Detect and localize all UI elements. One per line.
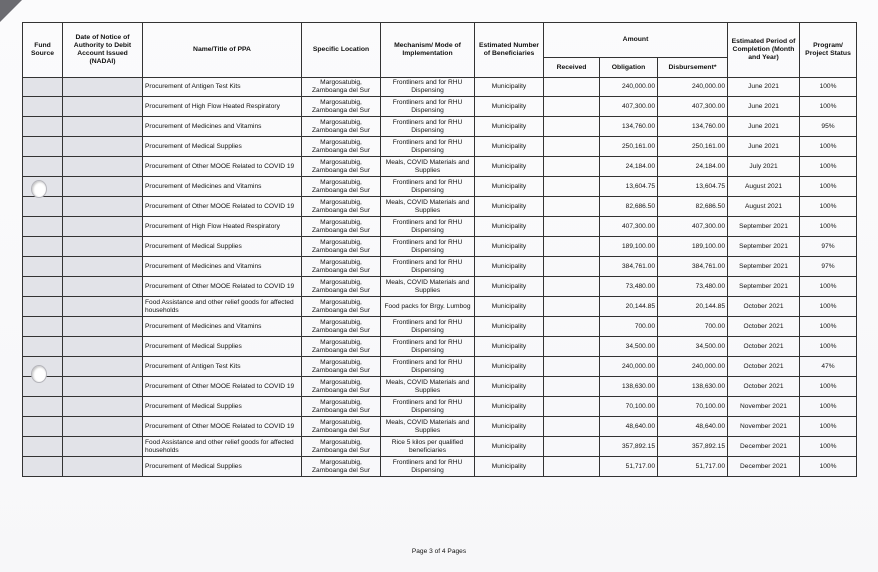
header-name-ppa: Name/Title of PPA: [143, 23, 302, 78]
cell-ppa-name: Procurement of Medical Supplies: [143, 237, 302, 257]
table-row: [23, 277, 857, 297]
cell-date-nadai: [63, 417, 143, 437]
cell-date-nadai: [63, 237, 143, 257]
cell-location: Margosatubig, Zamboanga del Sur: [302, 78, 381, 97]
cell-obligation: 407,300.00: [600, 97, 658, 117]
cell-fund-source: [23, 337, 63, 357]
table-row: [23, 137, 857, 157]
cell-obligation: 357,892.15: [600, 437, 658, 457]
cell-disbursement: 700.00: [658, 317, 728, 337]
cell-location: Margosatubig, Zamboanga del Sur: [302, 257, 381, 277]
cell-received: [544, 337, 600, 357]
cell-received: [544, 78, 600, 97]
cell-date-nadai: [63, 357, 143, 377]
cell-mechanism: Frontliners and for RHU Dispensing: [381, 97, 475, 117]
cell-disbursement: 48,640.00: [658, 417, 728, 437]
cell-received: [544, 317, 600, 337]
cell-beneficiaries: Municipality: [475, 297, 544, 317]
cell-status: 100%: [800, 177, 857, 197]
cell-received: [544, 217, 600, 237]
cell-disbursement: 73,480.00: [658, 277, 728, 297]
cell-fund-source: [23, 237, 63, 257]
cell-beneficiaries: Municipality: [475, 97, 544, 117]
ppa-table: [22, 22, 857, 477]
cell-disbursement: 407,300.00: [658, 97, 728, 117]
cell-disbursement: 20,144.85: [658, 297, 728, 317]
cell-status: 100%: [800, 337, 857, 357]
header-disbursement: Disbursement*: [658, 58, 728, 78]
cell-ppa-name: Procurement of Antigen Test Kits: [143, 357, 302, 377]
cell-date-nadai: [63, 277, 143, 297]
cell-beneficiaries: Municipality: [475, 277, 544, 297]
cell-location: Margosatubig, Zamboanga del Sur: [302, 117, 381, 137]
table-row: [23, 78, 857, 97]
table-row: [23, 337, 857, 357]
cell-status: 100%: [800, 317, 857, 337]
cell-fund-source: [23, 297, 63, 317]
cell-fund-source: [23, 197, 63, 217]
cell-location: Margosatubig, Zamboanga del Sur: [302, 197, 381, 217]
cell-period: July 2021: [728, 157, 800, 177]
cell-fund-source: [23, 257, 63, 277]
cell-mechanism: Meals, COVID Materials and Supplies: [381, 157, 475, 177]
cell-disbursement: 134,760.00: [658, 117, 728, 137]
cell-obligation: 13,604.75: [600, 177, 658, 197]
cell-location: Margosatubig, Zamboanga del Sur: [302, 157, 381, 177]
cell-fund-source: [23, 277, 63, 297]
cell-mechanism: Frontliners and for RHU Dispensing: [381, 217, 475, 237]
table-row: [23, 257, 857, 277]
cell-mechanism: Frontliners and for RHU Dispensing: [381, 317, 475, 337]
table-row: [23, 297, 857, 317]
header-received: Received: [544, 58, 600, 78]
cell-period: October 2021: [728, 297, 800, 317]
cell-location: Margosatubig, Zamboanga del Sur: [302, 217, 381, 237]
cell-date-nadai: [63, 437, 143, 457]
cell-ppa-name: Procurement of Other MOOE Related to COVID 19: [143, 377, 302, 397]
cell-mechanism: Frontliners and for RHU Dispensing: [381, 78, 475, 97]
cell-location: Margosatubig, Zamboanga del Sur: [302, 177, 381, 197]
cell-fund-source: [23, 157, 63, 177]
cell-received: [544, 357, 600, 377]
header-beneficiaries: Estimated Number of Beneficiaries: [475, 23, 544, 78]
table-row: [23, 157, 857, 177]
cell-received: [544, 137, 600, 157]
cell-mechanism: Food packs for Brgy. Lumbog: [381, 297, 475, 317]
cell-disbursement: 13,604.75: [658, 177, 728, 197]
cell-received: [544, 397, 600, 417]
cell-period: June 2021: [728, 117, 800, 137]
header-status: Program/ Project Status: [800, 23, 857, 78]
cell-period: June 2021: [728, 137, 800, 157]
header-location: Specific Location: [302, 23, 381, 78]
cell-ppa-name: Procurement of Medicines and Vitamins: [143, 257, 302, 277]
cell-period: October 2021: [728, 357, 800, 377]
cell-date-nadai: [63, 177, 143, 197]
cell-period: December 2021: [728, 457, 800, 477]
page-number: Page 3 of 4 Pages: [411, 548, 467, 555]
cell-fund-source: [23, 397, 63, 417]
cell-beneficiaries: Municipality: [475, 117, 544, 137]
cell-obligation: 48,640.00: [600, 417, 658, 437]
cell-mechanism: Frontliners and for RHU Dispensing: [381, 177, 475, 197]
cell-ppa-name: Procurement of Medical Supplies: [143, 457, 302, 477]
cell-date-nadai: [63, 117, 143, 137]
header-amount: Amount: [544, 23, 728, 58]
cell-obligation: 407,300.00: [600, 217, 658, 237]
table-row: [23, 177, 857, 197]
cell-disbursement: 51,717.00: [658, 457, 728, 477]
table-row: [23, 377, 857, 397]
cell-status: 100%: [800, 97, 857, 117]
cell-date-nadai: [63, 217, 143, 237]
cell-period: June 2021: [728, 78, 800, 97]
cell-disbursement: 24,184.00: [658, 157, 728, 177]
cell-beneficiaries: Municipality: [475, 417, 544, 437]
cell-beneficiaries: Municipality: [475, 337, 544, 357]
cell-mechanism: Meals, COVID Materials and Supplies: [381, 197, 475, 217]
cell-date-nadai: [63, 397, 143, 417]
cell-obligation: 24,184.00: [600, 157, 658, 177]
cell-location: Margosatubig, Zamboanga del Sur: [302, 297, 381, 317]
cell-mechanism: Frontliners and for RHU Dispensing: [381, 137, 475, 157]
cell-status: 100%: [800, 277, 857, 297]
cell-location: Margosatubig, Zamboanga del Sur: [302, 137, 381, 157]
cell-obligation: 240,000.00: [600, 357, 658, 377]
cell-location: Margosatubig, Zamboanga del Sur: [302, 237, 381, 257]
header-obligation: Obligation: [600, 58, 658, 78]
header-date-nadai: Date of Notice of Authority to Debit Account Issued (NADAI): [63, 23, 143, 78]
cell-beneficiaries: Municipality: [475, 217, 544, 237]
cell-beneficiaries: Municipality: [475, 157, 544, 177]
cell-ppa-name: Procurement of Medical Supplies: [143, 337, 302, 357]
cell-received: [544, 437, 600, 457]
cell-location: Margosatubig, Zamboanga del Sur: [302, 397, 381, 417]
cell-disbursement: 250,161.00: [658, 137, 728, 157]
cell-fund-source: [23, 117, 63, 137]
cell-period: October 2021: [728, 377, 800, 397]
cell-beneficiaries: Municipality: [475, 397, 544, 417]
cell-period: June 2021: [728, 97, 800, 117]
cell-beneficiaries: Municipality: [475, 437, 544, 457]
cell-ppa-name: Procurement of Medicines and Vitamins: [143, 177, 302, 197]
cell-fund-source: [23, 217, 63, 237]
cell-status: 100%: [800, 417, 857, 437]
cell-obligation: 250,161.00: [600, 137, 658, 157]
cell-status: 100%: [800, 217, 857, 237]
cell-disbursement: 384,761.00: [658, 257, 728, 277]
cell-received: [544, 417, 600, 437]
cell-mechanism: Rice 5 kilos per qualified beneficiaries: [381, 437, 475, 457]
cell-location: Margosatubig, Zamboanga del Sur: [302, 417, 381, 437]
cell-location: Margosatubig, Zamboanga del Sur: [302, 357, 381, 377]
cell-obligation: 134,760.00: [600, 117, 658, 137]
cell-fund-source: [23, 437, 63, 457]
cell-ppa-name: Procurement of Medical Supplies: [143, 137, 302, 157]
cell-mechanism: Meals, COVID Materials and Supplies: [381, 377, 475, 397]
cell-disbursement: 240,000.00: [658, 78, 728, 97]
cell-period: September 2021: [728, 277, 800, 297]
cell-mechanism: Frontliners and for RHU Dispensing: [381, 337, 475, 357]
cell-beneficiaries: Municipality: [475, 197, 544, 217]
cell-obligation: 51,717.00: [600, 457, 658, 477]
cell-received: [544, 377, 600, 397]
cell-disbursement: 189,100.00: [658, 237, 728, 257]
cell-location: Margosatubig, Zamboanga del Sur: [302, 277, 381, 297]
table-body: [23, 78, 857, 477]
cell-ppa-name: Procurement of High Flow Heated Respiratory: [143, 217, 302, 237]
cell-period: September 2021: [728, 217, 800, 237]
cell-status: 100%: [800, 377, 857, 397]
cell-date-nadai: [63, 337, 143, 357]
cell-obligation: 34,500.00: [600, 337, 658, 357]
cell-date-nadai: [63, 457, 143, 477]
cell-beneficiaries: Municipality: [475, 357, 544, 377]
cell-status: 100%: [800, 137, 857, 157]
cell-date-nadai: [63, 78, 143, 97]
cell-status: 100%: [800, 197, 857, 217]
cell-obligation: 240,000.00: [600, 78, 658, 97]
cell-status: 97%: [800, 257, 857, 277]
cell-mechanism: Meals, COVID Materials and Supplies: [381, 417, 475, 437]
cell-location: Margosatubig, Zamboanga del Sur: [302, 317, 381, 337]
cell-ppa-name: Procurement of Other MOOE Related to COVID 19: [143, 157, 302, 177]
cell-received: [544, 297, 600, 317]
cell-received: [544, 117, 600, 137]
cell-location: Margosatubig, Zamboanga del Sur: [302, 97, 381, 117]
cell-status: 100%: [800, 297, 857, 317]
cell-mechanism: Frontliners and for RHU Dispensing: [381, 397, 475, 417]
table-row: [23, 357, 857, 377]
cell-status: 97%: [800, 237, 857, 257]
cell-received: [544, 157, 600, 177]
cell-disbursement: 82,686.50: [658, 197, 728, 217]
cell-mechanism: Frontliners and for RHU Dispensing: [381, 457, 475, 477]
cell-obligation: 70,100.00: [600, 397, 658, 417]
table-row: [23, 457, 857, 477]
cell-date-nadai: [63, 257, 143, 277]
cell-mechanism: Frontliners and for RHU Dispensing: [381, 357, 475, 377]
table-row: [23, 217, 857, 237]
cell-date-nadai: [63, 297, 143, 317]
cell-date-nadai: [63, 97, 143, 117]
cell-ppa-name: Procurement of Other MOOE Related to COVID 19: [143, 197, 302, 217]
cell-period: December 2021: [728, 437, 800, 457]
cell-fund-source: [23, 137, 63, 157]
cell-fund-source: [23, 97, 63, 117]
cell-mechanism: Meals, COVID Materials and Supplies: [381, 277, 475, 297]
cell-location: Margosatubig, Zamboanga del Sur: [302, 457, 381, 477]
cell-status: 100%: [800, 397, 857, 417]
punch-hole-bottom: [31, 365, 47, 383]
header-fund-source: Fund Source: [23, 23, 63, 78]
table-row: [23, 417, 857, 437]
cell-obligation: 384,761.00: [600, 257, 658, 277]
table-row: [23, 317, 857, 337]
cell-status: 100%: [800, 157, 857, 177]
cell-beneficiaries: Municipality: [475, 377, 544, 397]
cell-status: 47%: [800, 357, 857, 377]
cell-ppa-name: Procurement of Medical Supplies: [143, 397, 302, 417]
cell-date-nadai: [63, 377, 143, 397]
cell-beneficiaries: Municipality: [475, 177, 544, 197]
cell-beneficiaries: Municipality: [475, 237, 544, 257]
cell-status: 100%: [800, 78, 857, 97]
cell-period: October 2021: [728, 337, 800, 357]
cell-received: [544, 97, 600, 117]
cell-period: October 2021: [728, 317, 800, 337]
cell-ppa-name: Food Assistance and other relief goods for affected households: [143, 437, 302, 457]
cell-status: 100%: [800, 437, 857, 457]
cell-period: November 2021: [728, 397, 800, 417]
cell-date-nadai: [63, 157, 143, 177]
cell-ppa-name: Procurement of Medicines and Vitamins: [143, 117, 302, 137]
cell-fund-source: [23, 317, 63, 337]
cell-disbursement: 357,892.15: [658, 437, 728, 457]
cell-beneficiaries: Municipality: [475, 137, 544, 157]
cell-ppa-name: Procurement of Medicines and Vitamins: [143, 317, 302, 337]
table-row: [23, 97, 857, 117]
cell-fund-source: [23, 78, 63, 97]
cell-obligation: 138,630.00: [600, 377, 658, 397]
table-row: [23, 197, 857, 217]
cell-received: [544, 457, 600, 477]
cell-status: 95%: [800, 117, 857, 137]
cell-ppa-name: Procurement of Other MOOE Related to COVID 19: [143, 277, 302, 297]
cell-disbursement: 34,500.00: [658, 337, 728, 357]
cell-location: Margosatubig, Zamboanga del Sur: [302, 377, 381, 397]
cell-received: [544, 237, 600, 257]
punch-hole-top: [31, 180, 47, 198]
cell-mechanism: Frontliners and for RHU Dispensing: [381, 257, 475, 277]
cell-status: 100%: [800, 457, 857, 477]
cell-beneficiaries: Municipality: [475, 317, 544, 337]
cell-mechanism: Frontliners and for RHU Dispensing: [381, 117, 475, 137]
cell-obligation: 20,144.85: [600, 297, 658, 317]
cell-disbursement: 138,630.00: [658, 377, 728, 397]
cell-period: August 2021: [728, 177, 800, 197]
cell-obligation: 73,480.00: [600, 277, 658, 297]
cell-ppa-name: Procurement of Antigen Test Kits: [143, 78, 302, 97]
cell-obligation: 189,100.00: [600, 237, 658, 257]
cell-location: Margosatubig, Zamboanga del Sur: [302, 437, 381, 457]
cell-period: August 2021: [728, 197, 800, 217]
cell-beneficiaries: Municipality: [475, 257, 544, 277]
table-row: [23, 397, 857, 417]
header-mechanism: Mechanism/ Mode of Implementation: [381, 23, 475, 78]
cell-period: September 2021: [728, 257, 800, 277]
folded-corner: [0, 0, 22, 22]
cell-location: Margosatubig, Zamboanga del Sur: [302, 337, 381, 357]
cell-ppa-name: Food Assistance and other relief goods for affected households: [143, 297, 302, 317]
cell-received: [544, 277, 600, 297]
table-row: [23, 437, 857, 457]
cell-period: November 2021: [728, 417, 800, 437]
cell-date-nadai: [63, 137, 143, 157]
cell-obligation: 82,686.50: [600, 197, 658, 217]
cell-fund-source: [23, 457, 63, 477]
cell-disbursement: 70,100.00: [658, 397, 728, 417]
cell-fund-source: [23, 417, 63, 437]
cell-received: [544, 257, 600, 277]
cell-beneficiaries: Municipality: [475, 78, 544, 97]
cell-received: [544, 197, 600, 217]
cell-ppa-name: Procurement of High Flow Heated Respiratory: [143, 97, 302, 117]
cell-date-nadai: [63, 317, 143, 337]
cell-received: [544, 177, 600, 197]
cell-date-nadai: [63, 197, 143, 217]
header-period: Estimated Period of Completion (Month and Year): [728, 23, 800, 78]
cell-mechanism: Frontliners and for RHU Dispensing: [381, 237, 475, 257]
table-row: [23, 117, 857, 137]
cell-obligation: 700.00: [600, 317, 658, 337]
cell-beneficiaries: Municipality: [475, 457, 544, 477]
cell-ppa-name: Procurement of Other MOOE Related to COVID 19: [143, 417, 302, 437]
cell-disbursement: 240,000.00: [658, 357, 728, 377]
cell-period: September 2021: [728, 237, 800, 257]
cell-disbursement: 407,300.00: [658, 217, 728, 237]
table-row: [23, 237, 857, 257]
